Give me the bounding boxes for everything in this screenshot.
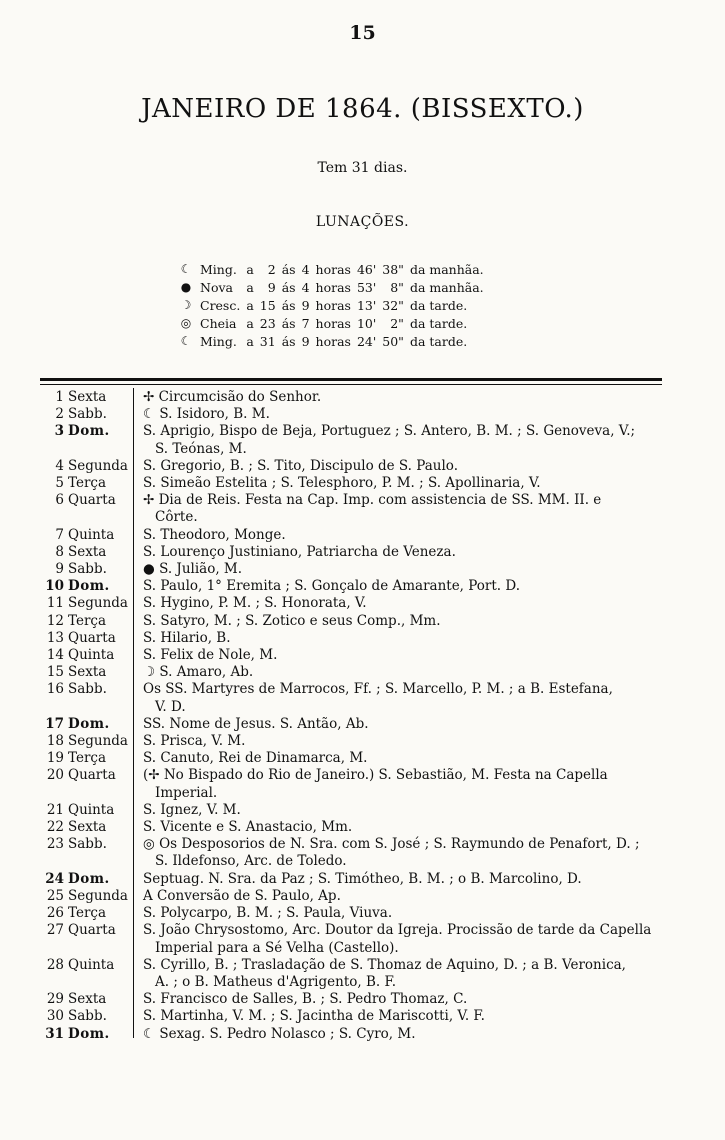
day-number: 12 (46, 612, 64, 629)
entry-date (40, 613, 133, 630)
entry-row (40, 630, 670, 647)
entry-row (40, 750, 670, 767)
lunation-hour: 9 (301, 297, 310, 313)
entry-text: S. Cyrillo, B. ; Trasladação de S. Thomaz de Aquino, D. ; a B. Veronica, (143, 956, 626, 973)
entry-date (40, 888, 133, 905)
entry-text: S. Felix de Nole, M. (143, 647, 278, 664)
calendar-entries (40, 389, 670, 1043)
entry-text: S. Martinha, V. M. ; S. Jacintha de Mariscotti, V. F. (143, 1008, 485, 1025)
page-title: JANEIRO DE 1864. (BISSEXTO.) (141, 94, 584, 124)
day-number: 28 (46, 956, 64, 973)
entry-text: S. Polycarpo, B. M. ; S. Paula, Viuva. (143, 905, 393, 922)
entry-date (40, 441, 133, 458)
lunation-hour: 4 (301, 261, 310, 277)
entry-text: S. Hilario, B. (143, 629, 231, 646)
lunation-as: ás (281, 315, 296, 331)
entry-text: Os SS. Martyres de Marrocos, Ff. ; S. Marcello, P. M. ; a B. Estefana, (143, 681, 613, 698)
lunation-row (178, 260, 484, 278)
entry-text: S. Vicente e S. Anastacio, Mm. (143, 819, 353, 836)
day-number: 6 (55, 492, 64, 509)
lunation-a: a (246, 279, 254, 295)
day-number: 26 (46, 905, 64, 922)
lunation-day: 2 (267, 261, 276, 277)
lunation-a: a (246, 315, 254, 331)
entry-text: S. Ignez, V. M. (143, 801, 241, 818)
entry-date (40, 1008, 133, 1025)
entry-row (40, 733, 670, 750)
entry-date (40, 785, 133, 802)
weekday: Dom. (68, 715, 110, 732)
entry-row (40, 871, 670, 888)
lunation-sec: 38" (382, 261, 404, 277)
weekday: Sabb. (68, 836, 107, 853)
lunation-min: 10' (356, 315, 377, 331)
lunation-day: 15 (259, 297, 276, 313)
moon-phase-icon: ☽ (180, 298, 192, 312)
weekday: Dom. (68, 423, 110, 440)
entry-date (40, 664, 133, 681)
weekday: Sabb. (68, 1008, 107, 1025)
lunation-row (178, 296, 484, 314)
entry-text: S. João Chrysostomo, Arc. Doutor da Igreja. Procissão de tarde da Capella (143, 922, 652, 939)
top-rule-thick (40, 378, 662, 381)
day-number: 25 (46, 887, 64, 904)
weekday: Terça (68, 475, 107, 492)
entry-text: S. Aprigio, Bispo de Beja, Portuguez ; S. Antero, B. M. ; S. Genoveva, V.; (143, 423, 636, 440)
lunations-table (178, 260, 484, 350)
entry-date (40, 544, 133, 561)
entry-date (40, 1026, 133, 1043)
entry-text: S. Simeão Estelita ; S. Telesphoro, P. M. ; S. Apollinaria, V. (143, 475, 541, 492)
entry-text: A Conversão de S. Paulo, Ap. (143, 887, 341, 904)
weekday: Quinta (68, 526, 115, 543)
entry-text: Imperial. (155, 784, 218, 801)
entry-row (40, 974, 670, 991)
lunation-sec: 2" (390, 315, 404, 331)
entry-row (40, 767, 670, 784)
entry-row (40, 836, 670, 853)
lunation-hour: 7 (301, 315, 310, 331)
lunation-as: ás (281, 333, 296, 349)
entry-text: S. Gregorio, B. ; S. Tito, Discipulo de S. Paulo. (143, 457, 458, 474)
lunation-horas: horas (315, 333, 351, 349)
weekday: Sexta (68, 543, 107, 560)
day-number: 2 (55, 406, 64, 423)
entry-row (40, 1008, 670, 1025)
entry-row (40, 922, 670, 939)
day-number: 3 (54, 423, 64, 440)
entry-date (40, 802, 133, 819)
lunation-period: da tarde. (409, 297, 468, 313)
entry-text: ● S. Julião, M. (143, 561, 243, 578)
lunation-day: 9 (267, 279, 276, 295)
weekday: Terça (68, 750, 107, 767)
entry-text: S. Canuto, Rei de Dinamarca, M. (143, 750, 368, 767)
weekday: Terça (68, 905, 107, 922)
entry-date (40, 561, 133, 578)
day-number: 29 (46, 991, 64, 1008)
day-number: 31 (45, 1025, 64, 1042)
day-number: 15 (46, 664, 64, 681)
lunation-phase: Ming. (200, 261, 237, 277)
entry-row (40, 389, 670, 406)
entry-row (40, 699, 670, 716)
day-number: 27 (46, 922, 64, 939)
entry-date (40, 630, 133, 647)
entry-text: S. Prisca, V. M. (143, 733, 246, 750)
entry-row (40, 1026, 670, 1043)
entry-text: Côrte. (155, 509, 198, 526)
entry-row (40, 613, 670, 630)
entry-row (40, 578, 670, 595)
lunation-horas: horas (315, 261, 351, 277)
entry-text: ✢ Circumcisão do Senhor. (143, 389, 322, 405)
entry-row (40, 681, 670, 698)
day-number: 21 (46, 801, 64, 818)
lunation-a: a (246, 261, 254, 277)
entry-text: S. Teónas, M. (155, 440, 247, 457)
entry-row (40, 423, 670, 440)
entry-row (40, 991, 670, 1008)
entry-date (40, 767, 133, 784)
entry-text: ◎ Os Desposorios de N. Sra. com S. José ; S. Raymundo de Penafort, D. ; (143, 836, 640, 853)
weekday: Terça (68, 612, 107, 629)
entry-date (40, 853, 133, 870)
entry-row (40, 819, 670, 836)
weekday: Sexta (68, 664, 107, 681)
lunation-row (178, 332, 484, 350)
entry-row (40, 802, 670, 819)
lunation-period: da tarde. (409, 333, 468, 349)
entry-text: V. D. (155, 698, 186, 715)
lunation-period: da manhãa. (409, 261, 484, 277)
entry-row (40, 441, 670, 458)
entry-date (40, 458, 133, 475)
entry-row (40, 905, 670, 922)
day-number: 11 (46, 595, 64, 612)
lunation-period: da manhãa. (409, 279, 484, 295)
weekday: Quarta (68, 922, 116, 939)
entry-text: S. Theodoro, Monge. (143, 526, 286, 543)
weekday: Sabb. (68, 406, 107, 423)
lunation-min: 46' (356, 261, 377, 277)
lunation-day: 23 (259, 315, 276, 331)
entry-row (40, 492, 670, 509)
page-number: 15 (349, 22, 376, 44)
lunation-horas: horas (315, 297, 351, 313)
lunation-day: 31 (259, 333, 276, 349)
entry-text: S. Satyro, M. ; S. Zotico e seus Comp., Mm. (143, 612, 441, 629)
day-number: 23 (46, 836, 64, 853)
day-number: 30 (46, 1008, 64, 1025)
entry-date (40, 423, 133, 440)
weekday: Dom. (68, 870, 110, 887)
entry-row (40, 527, 670, 544)
entry-text: Septuag. N. Sra. da Paz ; S. Timótheo, B. M. ; o B. Marcolino, D. (143, 870, 582, 887)
entry-text: (✢ No Bispado do Rio de Janeiro.) S. Sebastião, M. Festa na Capella (143, 767, 608, 784)
lunation-min: 53' (356, 279, 377, 295)
weekday: Sexta (68, 389, 107, 405)
weekday: Dom. (68, 1025, 110, 1042)
entry-row (40, 940, 670, 957)
day-number: 14 (46, 647, 64, 664)
entry-date (40, 836, 133, 853)
entry-text: S. Ildefonso, Arc. de Toledo. (155, 853, 347, 870)
entry-date (40, 940, 133, 957)
entry-row (40, 475, 670, 492)
entry-date (40, 492, 133, 509)
entry-row (40, 716, 670, 733)
lunation-horas: horas (315, 315, 351, 331)
entry-date (40, 681, 133, 698)
lunation-as: ás (281, 261, 296, 277)
lunation-row (178, 278, 484, 296)
entry-date (40, 905, 133, 922)
entry-date (40, 509, 133, 526)
entry-text: S. Hygino, P. M. ; S. Honorata, V. (143, 595, 367, 612)
lunation-a: a (246, 297, 254, 313)
top-rule-thin (40, 384, 662, 385)
entry-text: ☾ S. Isidoro, B. M. (143, 406, 270, 423)
weekday: Segunda (68, 733, 128, 750)
moon-phase-icon: ☾ (180, 334, 192, 348)
day-number: 10 (45, 578, 64, 595)
entry-row (40, 544, 670, 561)
entry-row (40, 406, 670, 423)
day-number: 4 (55, 457, 64, 474)
entry-date (40, 991, 133, 1008)
day-number: 13 (46, 629, 64, 646)
lunation-sec: 8" (390, 279, 404, 295)
lunation-horas: horas (315, 279, 351, 295)
entry-row (40, 888, 670, 905)
weekday: Quinta (68, 647, 115, 664)
lunation-phase: Cheia (200, 315, 237, 331)
weekday: Dom. (68, 578, 110, 595)
entry-date (40, 578, 133, 595)
day-number: 9 (55, 561, 64, 578)
weekday: Quarta (68, 767, 116, 784)
entry-row (40, 853, 670, 870)
entry-row (40, 509, 670, 526)
lunation-phase: Nova (200, 279, 233, 295)
lunation-min: 24' (356, 333, 377, 349)
weekday: Sabb. (68, 681, 107, 698)
entry-date (40, 406, 133, 423)
entry-text: A. ; o B. Matheus d'Agrigento, B. F. (155, 973, 397, 990)
entry-date (40, 819, 133, 836)
lunation-sec: 50" (382, 333, 404, 349)
entry-date (40, 750, 133, 767)
weekday: Segunda (68, 595, 128, 612)
day-number: 8 (55, 543, 64, 560)
lunation-a: a (246, 333, 254, 349)
lunation-row (178, 314, 484, 332)
weekday: Quarta (68, 629, 116, 646)
entry-date (40, 974, 133, 991)
entry-text: ☾ Sexag. S. Pedro Nolasco ; S. Cyro, M. (143, 1025, 416, 1042)
entry-date (40, 922, 133, 939)
lunation-phase: Cresc. (200, 297, 241, 313)
day-number: 19 (46, 750, 64, 767)
day-number: 5 (55, 475, 64, 492)
weekday: Sexta (68, 991, 107, 1008)
lunation-hour: 4 (301, 279, 310, 295)
entry-text: Imperial para a Sé Velha (Castello). (155, 939, 399, 956)
day-number: 17 (45, 715, 64, 732)
lunation-hour: 9 (301, 333, 310, 349)
weekday: Segunda (68, 457, 128, 474)
entry-date (40, 527, 133, 544)
entry-date (40, 699, 133, 716)
weekday: Quinta (68, 956, 115, 973)
entry-date (40, 871, 133, 888)
lunation-sec: 32" (382, 297, 404, 313)
entry-date (40, 475, 133, 492)
weekday: Quinta (68, 801, 115, 818)
lunation-min: 13' (356, 297, 377, 313)
day-number: 20 (46, 767, 64, 784)
entry-row (40, 647, 670, 664)
lunation-as: ás (281, 297, 296, 313)
entry-text: S. Lourenço Justiniano, Patriarcha de Veneza. (143, 543, 456, 560)
entry-text: S. Paulo, 1° Eremita ; S. Gonçalo de Amarante, Port. D. (143, 578, 521, 595)
day-number: 16 (46, 681, 64, 698)
moon-phase-icon: ◎ (180, 316, 192, 330)
weekday: Sexta (68, 819, 107, 836)
entry-row (40, 664, 670, 681)
lunations-heading: LUNAÇÕES. (315, 214, 410, 230)
lunation-phase: Ming. (200, 333, 237, 349)
entry-date (40, 595, 133, 612)
entry-row (40, 561, 670, 578)
entry-text: S. Francisco de Salles, B. ; S. Pedro Thomaz, C. (143, 991, 468, 1008)
entry-text: ✢ Dia de Reis. Festa na Cap. Imp. com assistencia de SS. MM. II. e (143, 492, 602, 509)
entry-text: SS. Nome de Jesus. S. Antão, Ab. (143, 715, 369, 732)
weekday: Sabb. (68, 561, 107, 578)
lunation-period: da tarde. (409, 315, 468, 331)
entry-date (40, 647, 133, 664)
day-number: 1 (55, 389, 64, 405)
entry-row (40, 595, 670, 612)
entry-row (40, 458, 670, 475)
entry-date (40, 957, 133, 974)
weekday: Quarta (68, 492, 116, 509)
entry-text: ☽ S. Amaro, Ab. (143, 664, 254, 681)
day-number: 18 (46, 733, 64, 750)
entry-row (40, 957, 670, 974)
entry-date (40, 733, 133, 750)
entry-date (40, 389, 133, 406)
lunation-as: ás (281, 279, 296, 295)
day-number: 7 (55, 526, 64, 543)
day-number: 22 (46, 819, 64, 836)
weekday: Segunda (68, 887, 128, 904)
day-number: 24 (45, 870, 64, 887)
moon-phase-icon: ● (180, 280, 192, 294)
entry-date (40, 716, 133, 733)
days-count: Tem 31 dias. (317, 160, 408, 176)
moon-phase-icon: ☾ (180, 262, 192, 276)
entry-row (40, 785, 670, 802)
